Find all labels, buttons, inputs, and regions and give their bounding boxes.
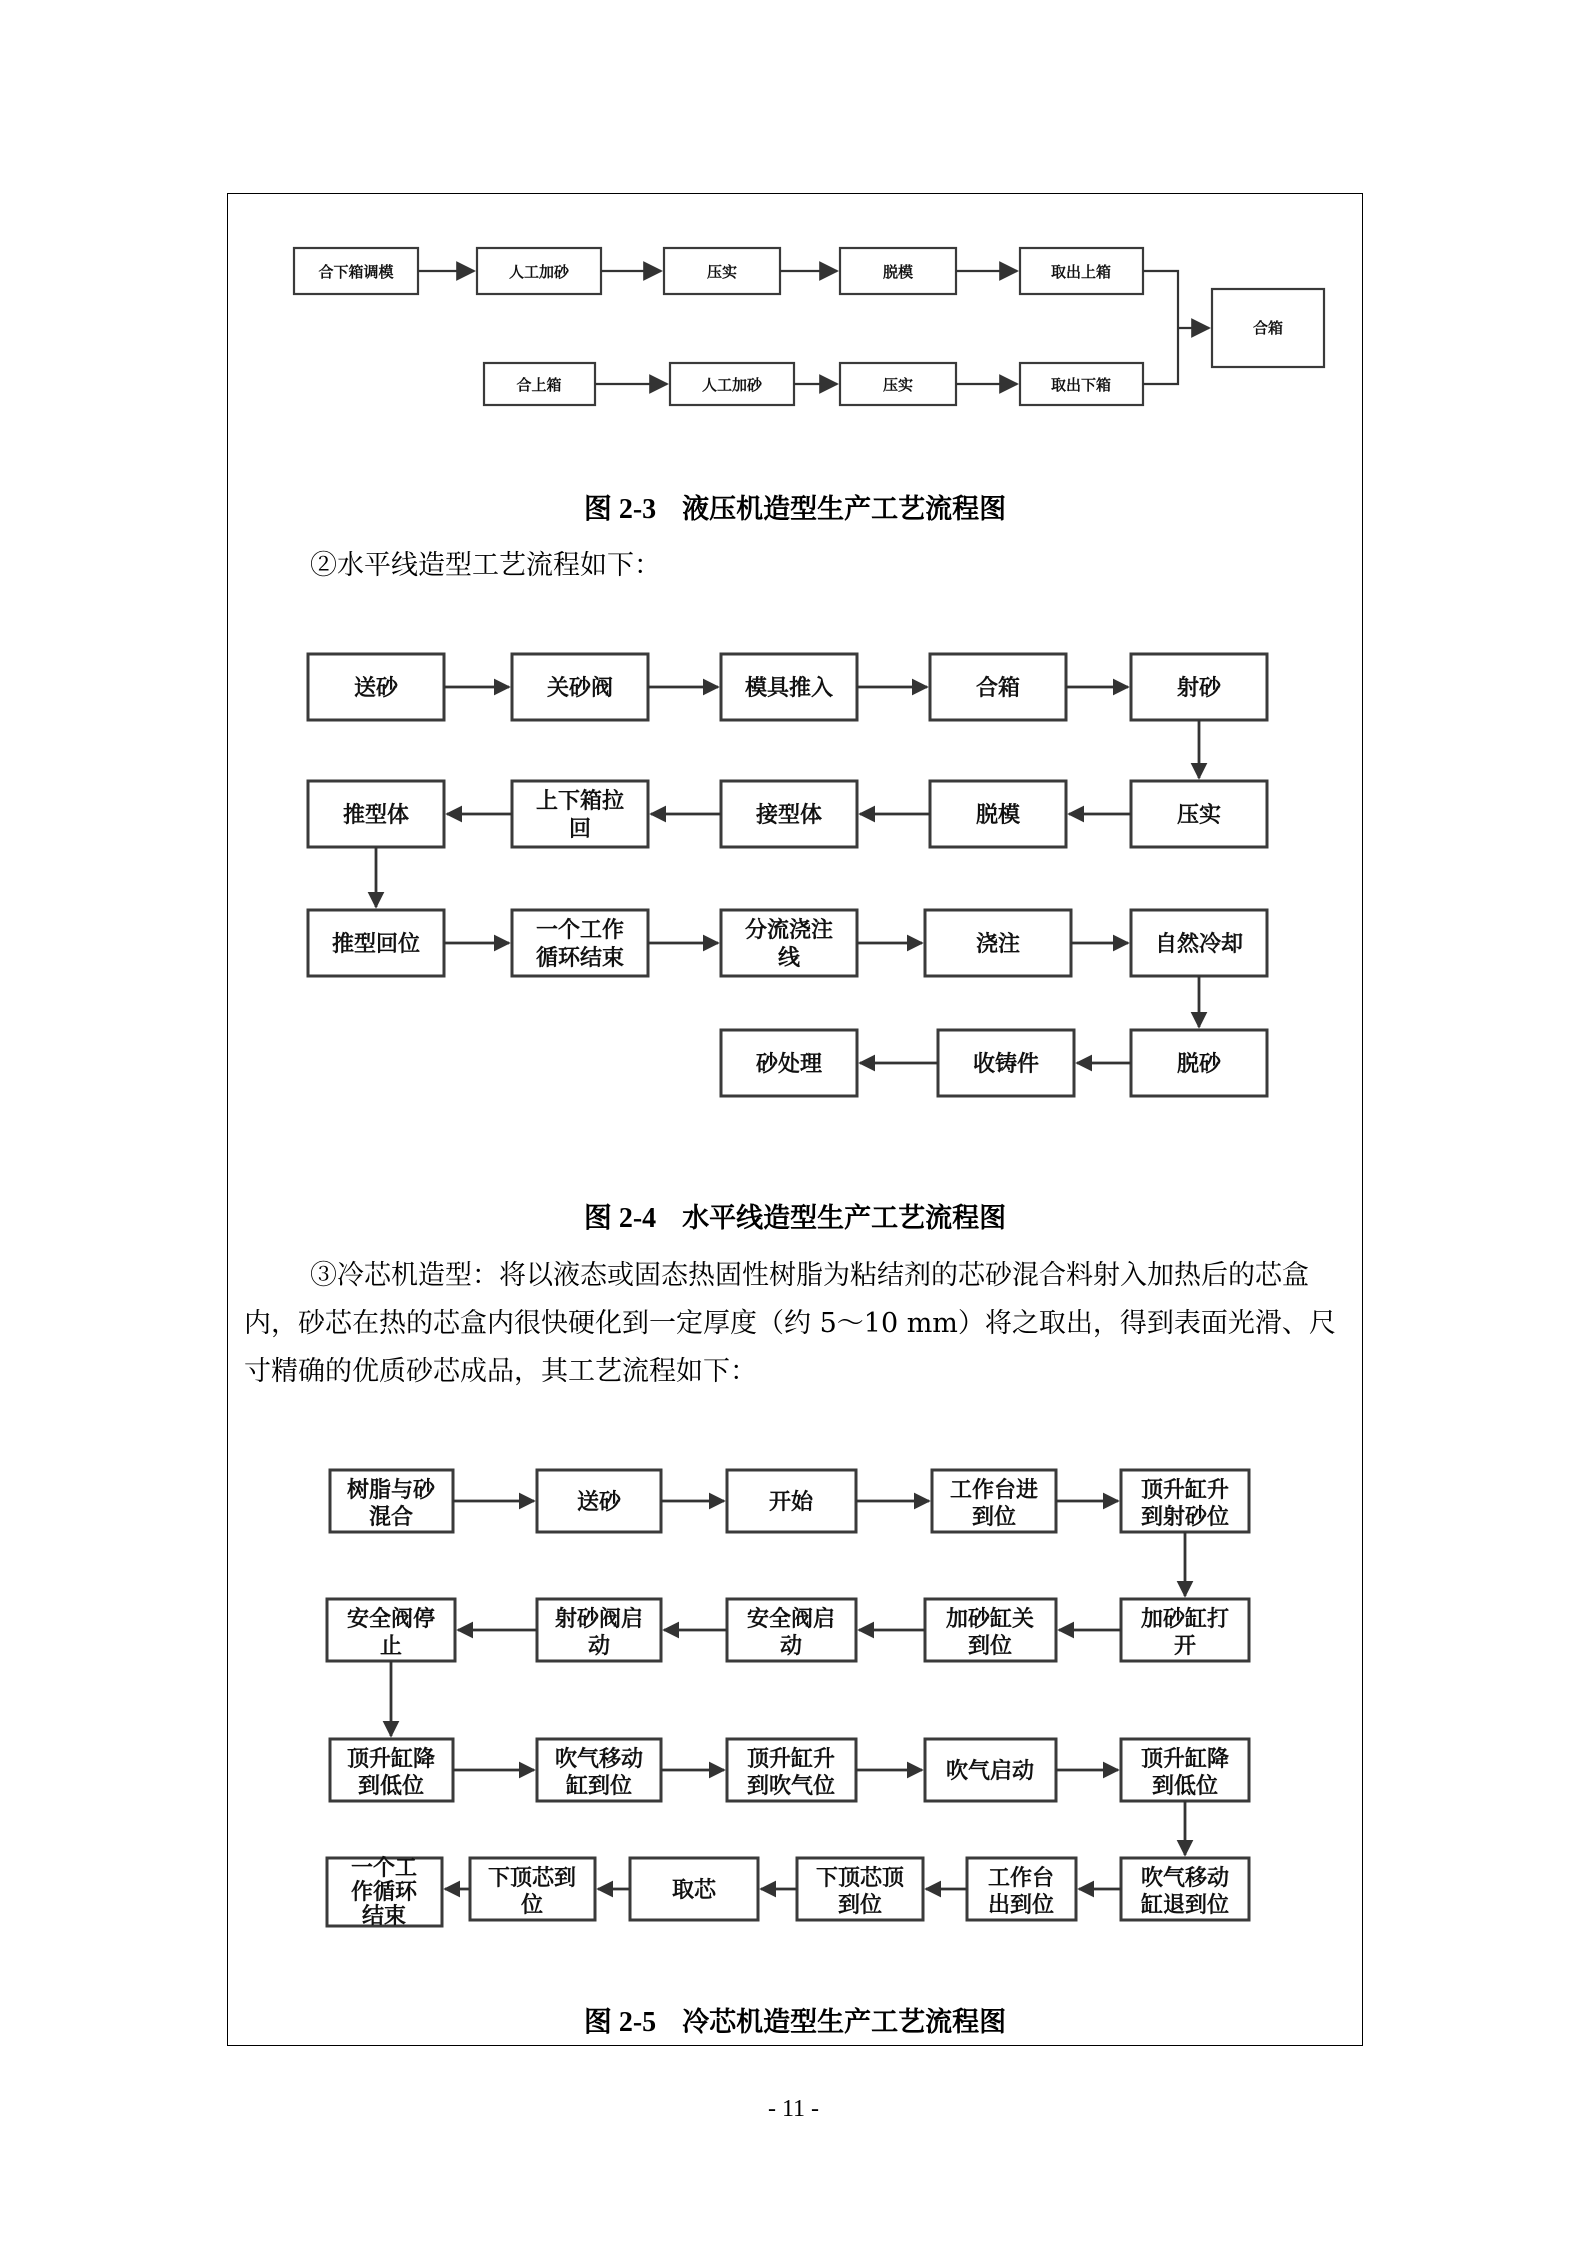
svg-text:推型回位: 推型回位 <box>331 932 421 957</box>
svg-text:压实: 压实 <box>706 263 738 281</box>
svg-text:压实: 压实 <box>882 376 914 394</box>
fig5-step-resin-mix <box>330 1470 453 1532</box>
svg-text:回: 回 <box>568 817 592 842</box>
svg-text:一个工作: 一个工作 <box>535 918 625 943</box>
svg-text:分流浇注: 分流浇注 <box>744 918 834 943</box>
svg-text:顶升缸降: 顶升缸降 <box>346 1747 436 1772</box>
svg-text:开始: 开始 <box>768 1490 814 1515</box>
fig5-step-table-in <box>932 1470 1056 1532</box>
fig5-step-lift-to-blow <box>727 1739 856 1801</box>
svg-text:循环结束: 循环结束 <box>535 946 625 971</box>
svg-text:下顶芯到: 下顶芯到 <box>487 1866 577 1891</box>
svg-text:作循环: 作循环 <box>350 1880 418 1905</box>
svg-text:推型体: 推型体 <box>342 803 410 828</box>
svg-text:合下箱调模: 合下箱调模 <box>318 263 394 281</box>
fig5-step-cycle-end <box>327 1856 442 1929</box>
svg-text:动: 动 <box>779 1634 803 1659</box>
svg-text:工作台进: 工作台进 <box>949 1478 1039 1503</box>
svg-text:顶升缸升: 顶升缸升 <box>1140 1478 1230 1503</box>
fig5-step-safety-start <box>727 1599 856 1661</box>
svg-text:吹气移动: 吹气移动 <box>554 1747 644 1772</box>
fig5-step-safety-stop <box>327 1599 455 1661</box>
caption-title: 液压机造型生产工艺流程图 <box>682 494 1007 525</box>
svg-text:结束: 结束 <box>361 1904 407 1929</box>
svg-text:接型体: 接型体 <box>755 803 823 828</box>
svg-text:到射砂位: 到射砂位 <box>1140 1505 1230 1530</box>
caption-title: 冷芯机造型生产工艺流程图 <box>682 2007 1007 2038</box>
svg-text:合上箱: 合上箱 <box>516 376 562 394</box>
fig5-step-lift-down-2 <box>1121 1739 1249 1801</box>
fig5-step-send-sand <box>537 1470 661 1532</box>
svg-text:安全阀停: 安全阀停 <box>346 1607 436 1632</box>
svg-text:浇注: 浇注 <box>975 932 1021 957</box>
svg-text:取出上箱: 取出上箱 <box>1050 263 1112 281</box>
svg-text:到位: 到位 <box>967 1634 1013 1659</box>
fig5-step-ejector-up <box>797 1858 923 1920</box>
fig5-step-sand-cyl-open <box>1121 1599 1249 1661</box>
svg-text:工作台: 工作台 <box>987 1866 1055 1891</box>
svg-text:关砂阀: 关砂阀 <box>546 676 614 701</box>
caption-title: 水平线造型生产工艺流程图 <box>682 1203 1007 1234</box>
figure-caption-2-5 <box>227 2000 1363 2040</box>
paragraph-cold-core: ③冷芯机造型：将以液态或固态热固性树脂为粘结剂的芯砂混合料射入加热后的芯盒内，砂芯在热的芯盒内很快硬化到一定厚度（约 5～10 mm）将之取出，得到表面光滑、尺寸精确的优质砂芯成品，其工艺流程如下： <box>244 1260 1336 1387</box>
svg-text:到位: 到位 <box>971 1505 1017 1530</box>
svg-text:出到位: 出到位 <box>987 1893 1055 1918</box>
svg-text:树脂与砂: 树脂与砂 <box>346 1478 436 1503</box>
svg-text:到低位: 到低位 <box>1151 1774 1219 1799</box>
fig5-step-table-out <box>967 1858 1076 1920</box>
svg-text:压实: 压实 <box>1176 803 1222 828</box>
intro-horizontal-line: ②水平线造型工艺流程如下： <box>310 550 661 581</box>
svg-text:人工加砂: 人工加砂 <box>508 263 570 281</box>
svg-text:射砂阀启: 射砂阀启 <box>554 1607 644 1632</box>
svg-text:顶升缸升: 顶升缸升 <box>746 1747 836 1772</box>
caption-number: 图 2-5 <box>583 2007 657 2038</box>
svg-text:合箱: 合箱 <box>1252 319 1284 337</box>
svg-text:人工加砂: 人工加砂 <box>701 376 763 394</box>
svg-text:脱模: 脱模 <box>882 263 914 281</box>
svg-text:安全阀启: 安全阀启 <box>746 1607 836 1632</box>
svg-text:到位: 到位 <box>837 1893 883 1918</box>
svg-text:送砂: 送砂 <box>576 1490 622 1515</box>
svg-text:到低位: 到低位 <box>357 1774 425 1799</box>
fig5-step-take-core <box>630 1858 758 1920</box>
svg-text:取出下箱: 取出下箱 <box>1050 376 1112 394</box>
svg-text:动: 动 <box>587 1634 611 1659</box>
svg-text:加砂缸关: 加砂缸关 <box>945 1607 1035 1632</box>
fig5-step-lift-to-shoot <box>1121 1470 1249 1532</box>
svg-text:取芯: 取芯 <box>671 1878 717 1903</box>
svg-text:合箱: 合箱 <box>975 676 1021 701</box>
svg-text:位: 位 <box>520 1893 544 1918</box>
page-number: - 11 - <box>767 2096 820 2122</box>
svg-text:收铸件: 收铸件 <box>972 1052 1040 1077</box>
fig5-step-ejector-down <box>470 1858 595 1920</box>
svg-text:脱砂: 脱砂 <box>1176 1052 1222 1077</box>
svg-text:线: 线 <box>777 946 801 971</box>
svg-text:加砂缸打: 加砂缸打 <box>1140 1607 1230 1632</box>
svg-text:吹气启动: 吹气启动 <box>945 1759 1035 1784</box>
svg-text:顶升缸降: 顶升缸降 <box>1140 1747 1230 1772</box>
svg-text:送砂: 送砂 <box>353 676 399 701</box>
fig5-step-sand-cyl-close <box>925 1599 1056 1661</box>
svg-text:缸到位: 缸到位 <box>565 1774 633 1799</box>
svg-text:吹气移动: 吹气移动 <box>1140 1866 1230 1891</box>
svg-text:一个工: 一个工 <box>350 1856 418 1881</box>
svg-text:止: 止 <box>379 1634 403 1659</box>
svg-text:上下箱拉: 上下箱拉 <box>535 789 625 814</box>
svg-text:缸退到位: 缸退到位 <box>1140 1893 1230 1918</box>
fig5-step-lift-down-1 <box>330 1739 453 1801</box>
svg-text:砂处理: 砂处理 <box>755 1052 823 1077</box>
svg-text:模具推入: 模具推入 <box>744 676 834 701</box>
fig5-step-blow-cyl-in <box>537 1739 661 1801</box>
svg-text:自然冷却: 自然冷却 <box>1154 932 1244 957</box>
svg-text:到吹气位: 到吹气位 <box>746 1774 836 1799</box>
svg-text:混合: 混合 <box>368 1505 414 1530</box>
caption-number: 图 2-3 <box>583 494 657 525</box>
fig5-step-blow-start <box>925 1739 1056 1801</box>
svg-text:射砂: 射砂 <box>1176 676 1222 701</box>
svg-text:开: 开 <box>1173 1634 1197 1659</box>
fig5-step-blow-cyl-out <box>1121 1858 1249 1920</box>
svg-text:脱模: 脱模 <box>975 803 1021 828</box>
caption-number: 图 2-4 <box>583 1203 657 1234</box>
fig5-step-start <box>727 1470 856 1532</box>
fig5-step-shoot-valve <box>537 1599 661 1661</box>
svg-text:下顶芯顶: 下顶芯顶 <box>815 1866 905 1891</box>
